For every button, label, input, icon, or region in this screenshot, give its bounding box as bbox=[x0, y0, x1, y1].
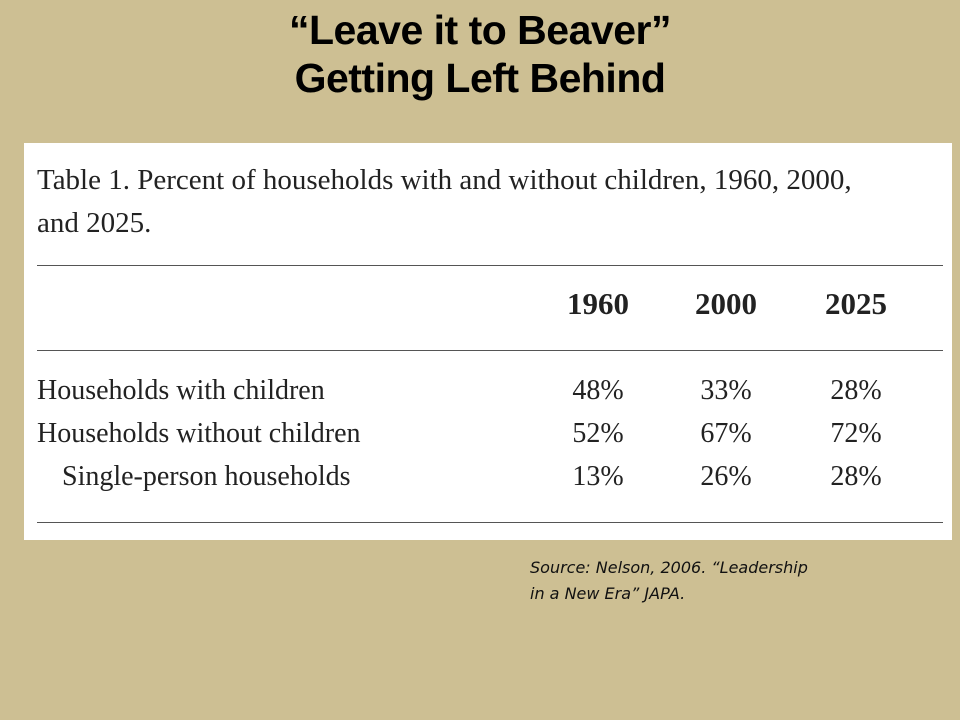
table-image-panel bbox=[24, 143, 952, 540]
table-cell: 13% bbox=[572, 461, 624, 492]
column-header-1960: 1960 bbox=[567, 286, 629, 321]
table-bottom-rule bbox=[37, 522, 943, 523]
table-cell: 33% bbox=[700, 375, 752, 406]
table-cell: 48% bbox=[572, 375, 624, 406]
table-cell: 28% bbox=[830, 461, 882, 492]
source-citation bbox=[530, 555, 890, 607]
row-label-households-with-children: Households with children bbox=[37, 375, 325, 406]
slide-title-line-2: Getting Left Behind bbox=[294, 55, 666, 101]
table-cell: 52% bbox=[572, 418, 624, 449]
table-cell: 72% bbox=[830, 418, 882, 449]
table-top-rule bbox=[37, 265, 943, 266]
table-cell: 26% bbox=[700, 461, 752, 492]
table-caption-line-2: and 2025. bbox=[37, 207, 152, 239]
source-line-1: Source: Nelson, 2006. “Leadership bbox=[530, 558, 808, 577]
row-label-single-person-households: Single-person households bbox=[62, 461, 351, 492]
slide-title bbox=[0, 6, 960, 102]
table-header-rule bbox=[37, 350, 943, 351]
column-header-2000: 2000 bbox=[695, 286, 757, 321]
table-caption-line-1: Table 1. Percent of households with and without children, 1960, 2000, bbox=[37, 164, 852, 196]
slide-title-line-1: “Leave it to Beaver” bbox=[289, 7, 671, 53]
table-caption bbox=[37, 159, 937, 245]
table-cell: 28% bbox=[830, 375, 882, 406]
table-cell: 67% bbox=[700, 418, 752, 449]
source-line-2: in a New Era” JAPA. bbox=[530, 584, 686, 603]
row-label-households-without-children: Households without children bbox=[37, 418, 361, 449]
column-header-2025: 2025 bbox=[825, 286, 887, 321]
